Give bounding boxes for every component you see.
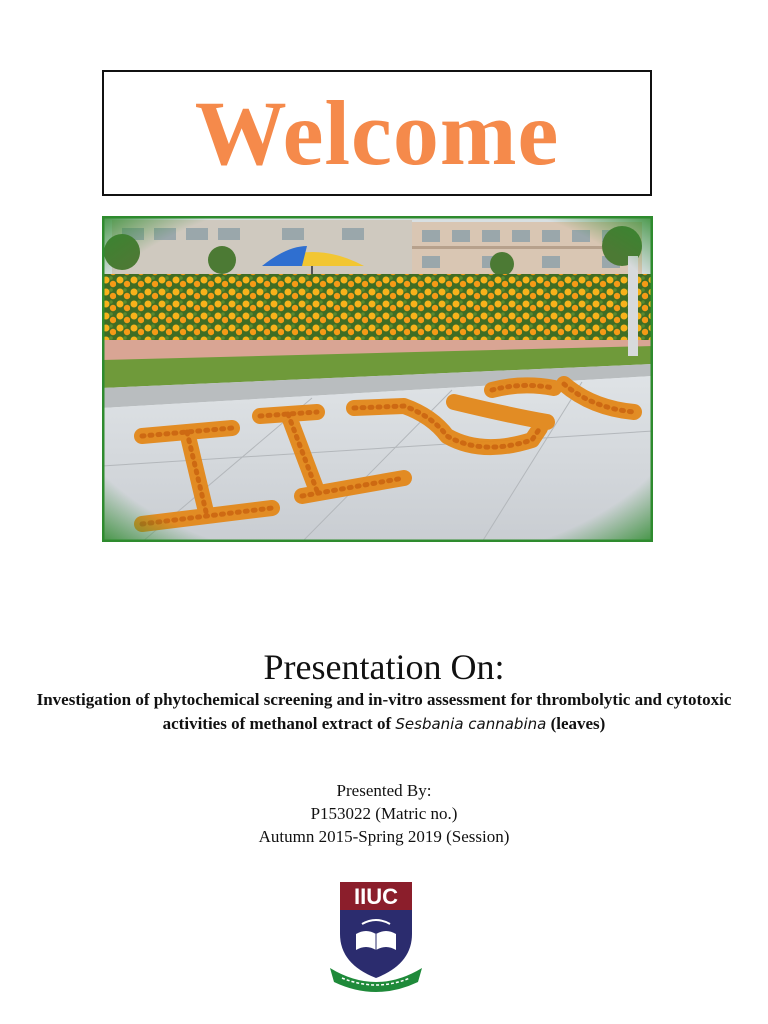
topic-text: Investigation of phytochemical screening and in-vitro assessment for thrombolytic and cytotoxic activities of methanol extract of: [36, 690, 732, 733]
species-name: Sesbania cannabina: [395, 715, 547, 733]
welcome-title: Welcome: [194, 82, 560, 184]
presentation-heading: Presentation On:: [263, 647, 505, 687]
topic-suffix: (leaves): [550, 714, 606, 733]
welcome-banner: [102, 70, 652, 196]
presented-by-label: Presented By:: [336, 781, 432, 800]
presenter-block: [0, 779, 768, 848]
session-text: Autumn 2015-Spring 2019 (Session): [258, 827, 510, 846]
matric-number: P153022 (Matric no.): [310, 804, 458, 823]
svg-text:IIUC: IIUC: [354, 884, 398, 909]
presentation-topic: [30, 688, 738, 736]
iiuc-logo: [328, 878, 424, 996]
campus-photo: [102, 216, 653, 542]
